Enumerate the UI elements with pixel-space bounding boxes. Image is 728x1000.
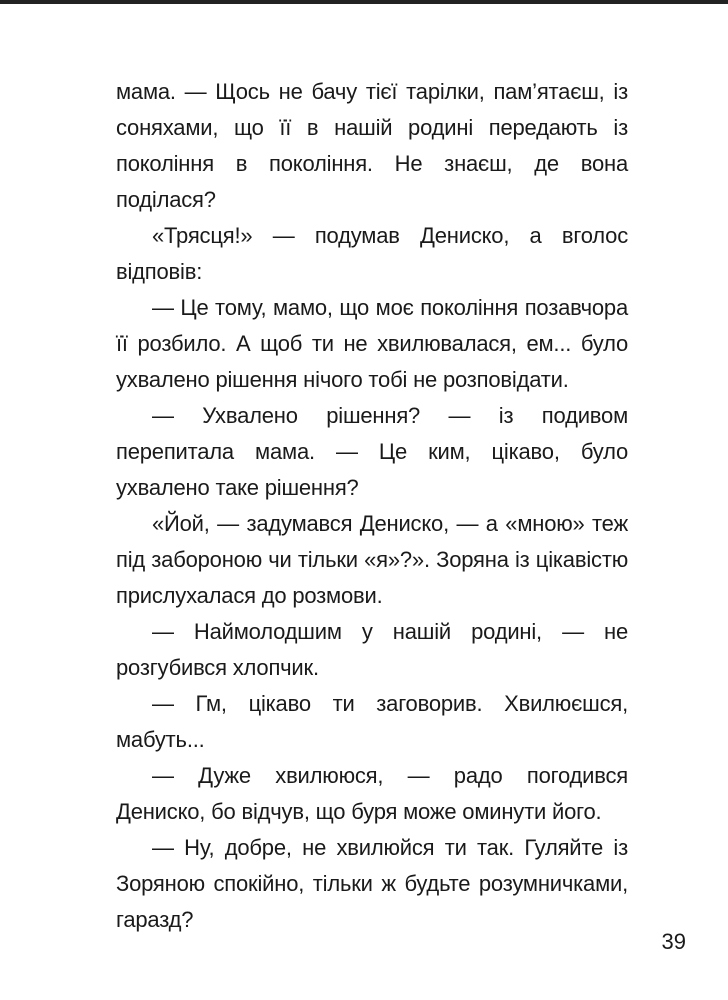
paragraph-3: — Це тому, мамо, що моє покоління позавчора її розбило. А щоб ти не хвилювалася, ем... було ухвалено рішення нічого тобі не розповідати.	[116, 295, 628, 392]
paragraph-8: — Дуже хвилююся, — радо погодився Дениско, бо відчув, що буря може оминути його.	[116, 763, 628, 824]
paragraph-2: «Трясця!» — подумав Дениско, а вголос відповів:	[116, 223, 628, 284]
paragraph-5: «Йой, — задумався Дениско, — а «мною» теж під забороною чи тільки «я»?». Зоряна із цікавістю прислухалася до розмови.	[116, 511, 628, 608]
page-top-border	[0, 0, 728, 4]
paragraph-1: мама. — Щось не бачу тієї тарілки, пам’ятаєш, із соняхами, що її в нашій родині передають із покоління в покоління. Не знаєш, де вона поділася?	[116, 79, 628, 212]
paragraph-4: — Ухвалено рішення? — із подивом перепитала мама. — Це ким, цікаво, було ухвалено таке рішення?	[116, 403, 628, 500]
page-number: 39	[661, 929, 686, 954]
paragraph-7: — Гм, цікаво ти заговорив. Хвилюєшся, мабуть...	[116, 691, 628, 752]
body-text	[116, 74, 628, 938]
paragraph-9: — Ну, добре, не хвилюйся ти так. Гуляйте із Зоряною спокійно, тільки ж будьте розумничками, гаразд?	[116, 835, 628, 932]
paragraph-6: — Наймолодшим у нашій родині, — не розгубився хлопчик.	[116, 619, 628, 680]
